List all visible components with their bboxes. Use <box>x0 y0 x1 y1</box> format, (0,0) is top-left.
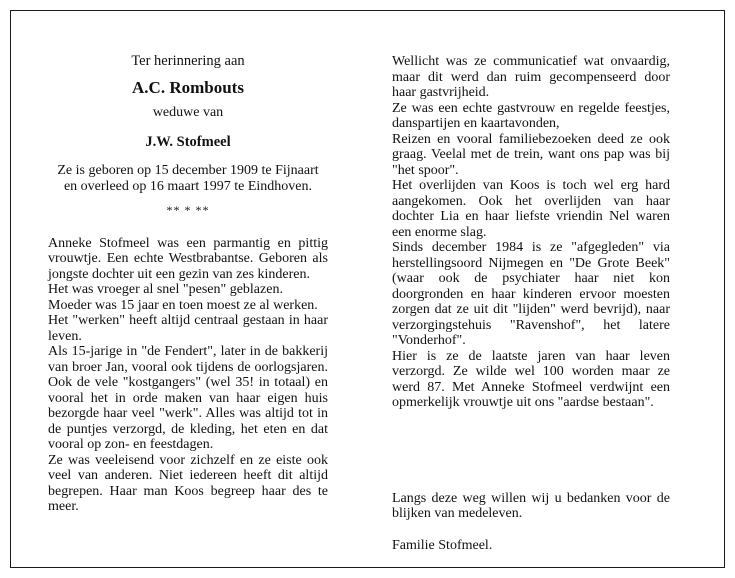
birth-line: Ze is geboren op 15 december 1909 te Fijnaart <box>57 163 319 178</box>
paragraph: Het was vroeger al snel "pesen" geblazen. <box>48 282 283 297</box>
death-line: en overleed op 16 maart 1997 te Eindhoven. <box>63 178 313 194</box>
card-fold <box>383 11 384 567</box>
paragraph: Moeder was 15 jaar en toen moest ze al werken. <box>48 297 318 313</box>
widow-of-text: weduwe van <box>152 105 224 120</box>
left-column <box>48 54 328 515</box>
paragraph: Het overlijden van Koos is toch wel erg hard aangekomen. Ook het overlijden van haar dochter Lia en haar liefste vriendin Nel waren een enorme slag. <box>392 178 670 240</box>
husband-name: J.W. Stofmeel <box>145 133 231 150</box>
paragraph: Reizen en vooral familiebezoeken deed ze ook graag. Veelal met de trein, want ons pap was bij "het spoor". <box>392 131 670 178</box>
thanks-text: Langs deze weg willen wij u bedanken voor de blijken van medeleven. <box>392 490 670 521</box>
separator-stars: ** * ** <box>166 203 210 217</box>
right-body <box>392 54 670 411</box>
intro-text: Ter herinnering aan <box>131 53 245 69</box>
paragraph: Anneke Stofmeel was een parmantig en pittig vrouwtje. Een echte Westbrabantse. Geboren als jongste dochter uit een gezin van zes kinderen. <box>48 235 328 282</box>
paragraph: Hier is ze de laatste jaren van haar leven verzorgd. Ze wilde wel 100 worden maar ze werd 87. Met Anneke Stofmeel verdwijnt een opmerkelijk vrouwtje uit ons "aardse bestaan". <box>392 348 670 410</box>
paragraph: Het "werken" heeft altijd centraal gestaan in haar leven. <box>48 313 328 344</box>
right-column <box>392 54 670 553</box>
deceased-name: A.C. Rombouts <box>132 77 244 97</box>
paragraph: Ze was een echte gastvrouw en regelde feestjes, danspartijen en kaartavonden, <box>392 100 670 131</box>
paragraph: Ze was veeleisend voor zichzelf en ze eiste ook veel van anderen. Niet iedereen heeft dit altijd begrepen. Haar man Koos begreep haar des te meer. <box>48 452 328 514</box>
paragraph: Sinds december 1984 is ze "afgegleden" via herstellingsoord Nijmegen en "De Grote Beek" (waar ook de psychiater haar niet kon doorgronden en haar kinderen ervoor moesten zorgen dat ze uit dit "lijden" werd bevrijd), naar verzorgingstehuis "Ravenshof", het latere "Vonderhof". <box>392 240 670 348</box>
family-signature: Familie Stofmeel. <box>392 537 493 553</box>
left-body <box>48 236 328 515</box>
paragraph: Als 15-jarige in "de Fendert", later in de bakkerij van broer Jan, vooral ook tijdens de oorlogsjaren. Ook de vele "kostgangers" (wel 35! in totaal) en vooral het in orde maken van haar eigen huis bezorgde haar veel "werk". Alles was altijd tot in de puntjes verzorgd, de kleding, het eten en dat vooral op zon- en feestdagen. <box>48 344 328 452</box>
life-dates <box>48 163 328 194</box>
paragraph: Wellicht was ze communicatief wat onvaardig, maar dit werd dan ruim gecompenseerd door haar gastvrijheid. <box>392 54 670 100</box>
